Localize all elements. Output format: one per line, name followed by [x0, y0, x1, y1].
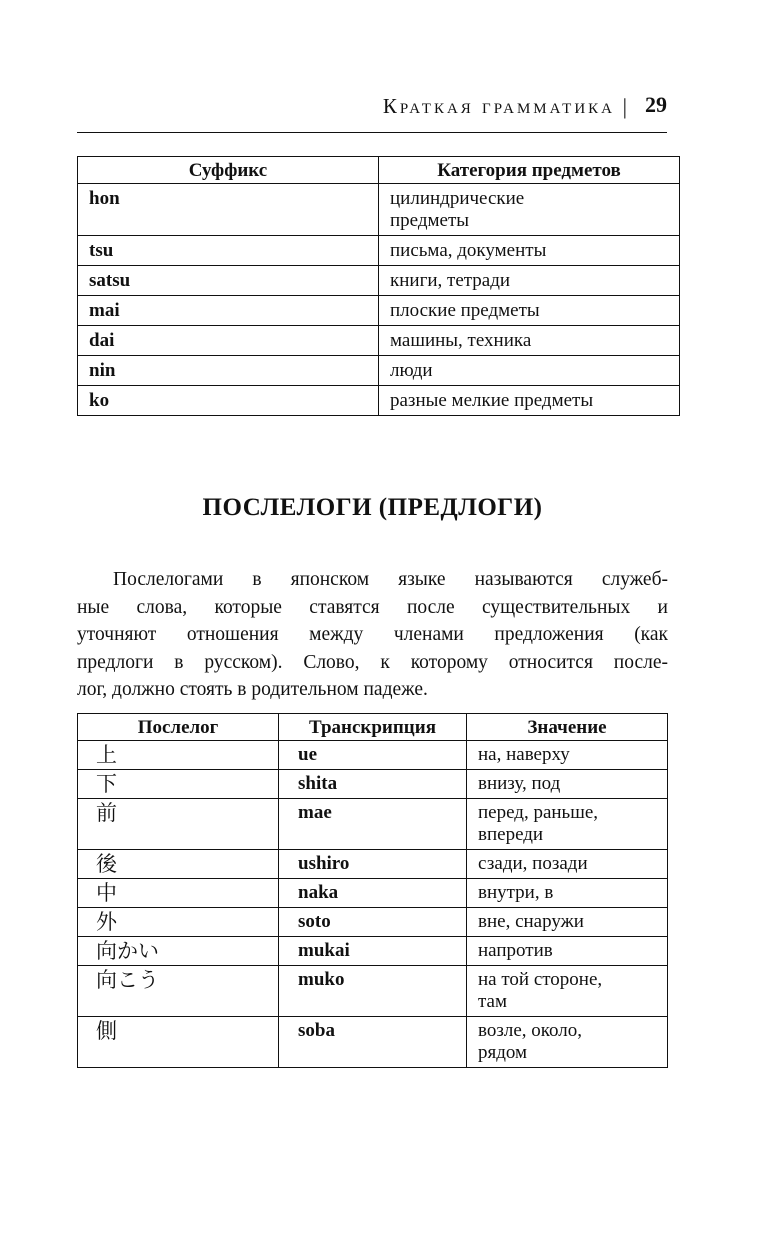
postposition-cell: 中	[78, 879, 279, 908]
transcription-cell: mukai	[279, 937, 467, 966]
category-line: люди	[390, 360, 433, 381]
meaning-line: вне, снаружи	[478, 911, 584, 932]
meaning-cell	[467, 799, 668, 850]
meaning-line: впереди	[478, 824, 544, 845]
suffix-table	[77, 156, 680, 416]
table-row	[78, 966, 668, 1017]
category-cell	[379, 386, 680, 416]
meaning-cell	[467, 741, 668, 770]
table-row	[78, 356, 680, 386]
table-row	[78, 386, 680, 416]
section-title: ПОСЛЕЛОГИ (ПРЕДЛОГИ)	[202, 494, 543, 521]
column-header-suffix: Суффикс	[78, 157, 379, 184]
transcription-cell: ushiro	[279, 850, 467, 879]
meaning-line: рядом	[478, 1042, 528, 1063]
paragraph-line: ные слова, которые ставятся после существительных и	[77, 596, 668, 618]
paragraph-line: уточняют отношения между членами предложения (как	[77, 624, 668, 645]
meaning-cell	[467, 770, 668, 799]
suffix-cell: nin	[78, 356, 379, 386]
column-header-category: Категория предметов	[379, 157, 680, 184]
meaning-cell	[467, 879, 668, 908]
table-row	[78, 236, 680, 266]
postposition-cell: 側	[78, 1017, 279, 1068]
table-row	[78, 937, 668, 966]
meaning-cell	[467, 850, 668, 879]
meaning-line: возле, около,	[478, 1020, 583, 1041]
column-header-meaning: Значение	[467, 714, 668, 741]
category-cell	[379, 326, 680, 356]
intro-paragraph	[77, 566, 668, 704]
transcription-cell: shita	[279, 770, 467, 799]
category-line: цилиндрические	[390, 188, 525, 209]
table-header-row	[78, 714, 668, 741]
category-line: разные мелкие предметы	[390, 390, 594, 411]
postposition-cell: 後	[78, 850, 279, 879]
postposition-table	[77, 713, 668, 1068]
page-number: 29	[645, 92, 667, 117]
table-row	[78, 770, 668, 799]
category-cell	[379, 266, 680, 296]
table-header-row	[78, 157, 680, 184]
transcription-cell: ue	[279, 741, 467, 770]
paragraph-line: лог, должно стоять в родительном падеже.	[77, 679, 428, 700]
header-separator: |	[622, 94, 627, 119]
meaning-line: внизу, под	[478, 773, 561, 794]
meaning-line: там	[478, 991, 507, 1012]
table-row	[78, 1017, 668, 1068]
transcription-cell: muko	[279, 966, 467, 1017]
meaning-line: сзади, позади	[478, 853, 588, 874]
category-line: книги, тетради	[390, 270, 511, 291]
suffix-cell: dai	[78, 326, 379, 356]
table-row	[78, 741, 668, 770]
transcription-cell: naka	[279, 879, 467, 908]
category-line: плоские предметы	[390, 300, 540, 321]
category-cell	[379, 356, 680, 386]
column-header-postposition: Послелог	[78, 714, 279, 741]
postposition-cell: 前	[78, 799, 279, 850]
meaning-cell	[467, 908, 668, 937]
table-row	[78, 879, 668, 908]
postposition-cell: 向かい	[78, 937, 279, 966]
table-row	[78, 296, 680, 326]
suffix-cell: hon	[78, 184, 379, 236]
meaning-line: внутри, в	[478, 882, 554, 903]
meaning-line: напротив	[478, 940, 553, 961]
category-line: машины, техника	[390, 330, 532, 351]
transcription-cell: soto	[279, 908, 467, 937]
suffix-cell: satsu	[78, 266, 379, 296]
category-cell	[379, 184, 680, 236]
meaning-line: на, наверху	[478, 744, 570, 765]
meaning-cell	[467, 1017, 668, 1068]
paragraph-line: Послелогами в японском языке называются служеб-	[113, 569, 668, 590]
meaning-line: перед, раньше,	[478, 802, 599, 823]
category-line: предметы	[390, 210, 470, 231]
table-row	[78, 850, 668, 879]
postposition-cell: 向こう	[78, 966, 279, 1017]
category-line: письма, документы	[390, 240, 547, 261]
column-header-transcription: Транскрипция	[279, 714, 467, 741]
running-header	[77, 88, 667, 133]
postposition-cell: 上	[78, 741, 279, 770]
postposition-cell: 下	[78, 770, 279, 799]
running-header-title: Краткая грамматика	[382, 94, 615, 118]
paragraph-line: предлоги в русском). Слово, к которому относится после-	[77, 651, 668, 673]
meaning-cell	[467, 937, 668, 966]
transcription-cell: soba	[279, 1017, 467, 1068]
table-row	[78, 184, 680, 236]
suffix-cell: tsu	[78, 236, 379, 266]
postposition-cell: 外	[78, 908, 279, 937]
suffix-cell: mai	[78, 296, 379, 326]
transcription-cell: mae	[279, 799, 467, 850]
category-cell	[379, 236, 680, 266]
category-cell	[379, 296, 680, 326]
table-row	[78, 799, 668, 850]
meaning-line: на той стороне,	[478, 969, 603, 990]
table-row	[78, 326, 680, 356]
table-row	[78, 908, 668, 937]
table-row	[78, 266, 680, 296]
meaning-cell	[467, 966, 668, 1017]
suffix-cell: ko	[78, 386, 379, 416]
